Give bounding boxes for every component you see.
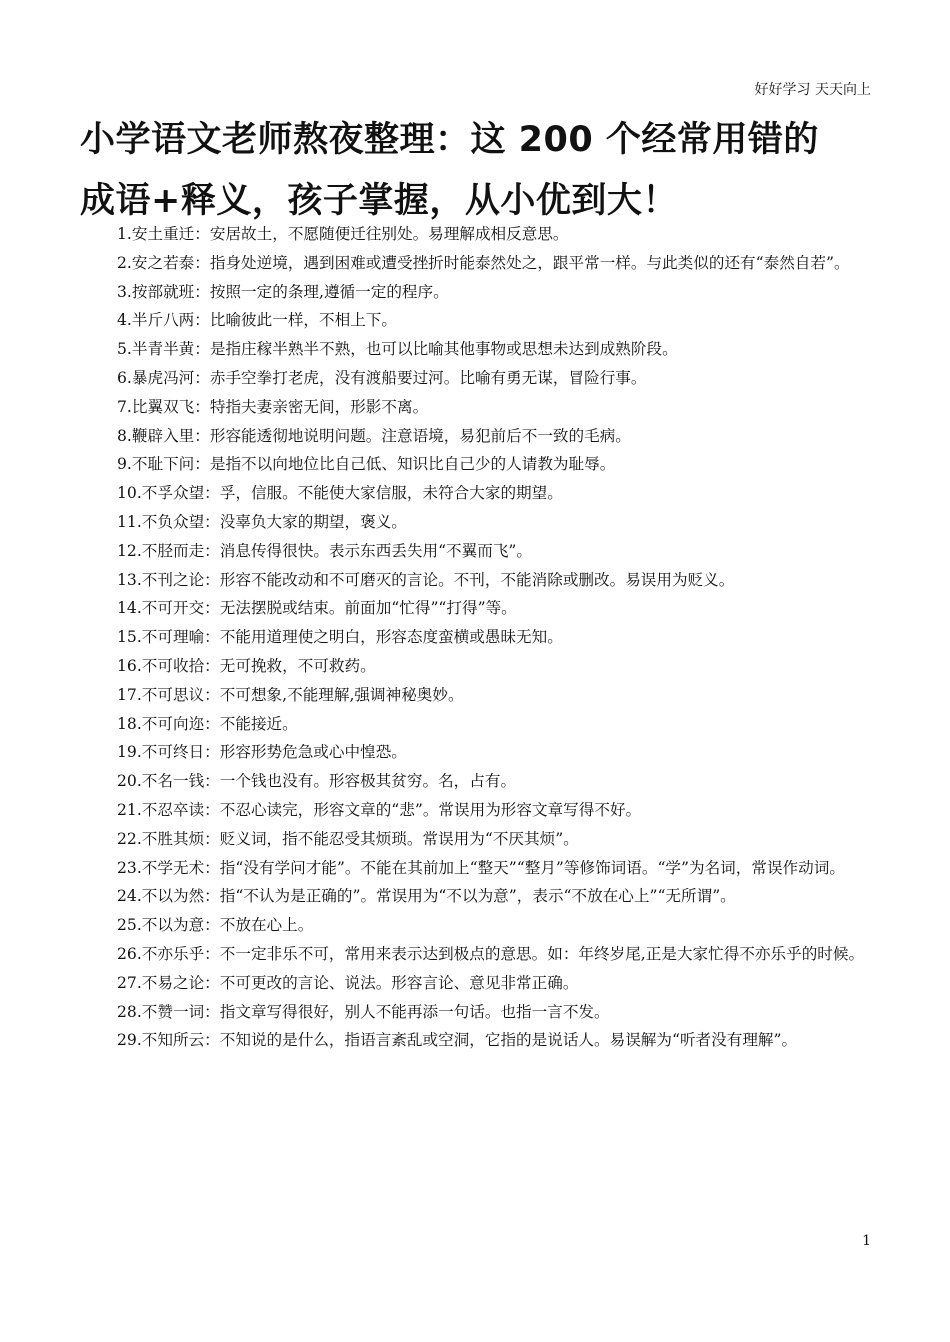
idiom-entry: 27.不易之论：不可更改的言论、说法。形容言论、意见非常正确。 [117, 973, 579, 992]
idiom-entry: 20.不名一钱：一个钱也没有。形容极其贫穷。名，占有。 [117, 772, 517, 791]
idiom-entry: 7.比翼双飞：特指夫妻亲密无间，形影不离。 [117, 397, 429, 416]
idiom-entry: 18.不可向迩：不能接近。 [117, 714, 298, 733]
idiom-entry: 5.半青半黄：是指庄稼半熟半不熟，也可以比喻其他事物或思想未达到成熟阶段。 [117, 340, 678, 359]
idiom-entry: 19.不可终日：形容形势危急或心中惶恐。 [117, 743, 407, 762]
idiom-entry: 3.按部就班：按照一定的条理,遵循一定的程序。 [117, 282, 449, 301]
title-line-2: 成语+释义，孩子掌握，从小优到大！ [80, 181, 678, 221]
idiom-entry: 23.不学无术：指“没有学问才能”。不能在其前加上“整天”“整月”等修饰词语。“学”为名词，常误作动词。 [117, 858, 845, 877]
idiom-entry: 10.不孚众望：孚，信服。不能使大家信服，未符合大家的期望。 [117, 484, 563, 503]
document-title [80, 110, 880, 232]
title-line-1: 小学语文老师熬夜整理：这 200 个经常用错的 [80, 120, 819, 160]
idiom-entry: 14.不可开交：无法摆脱或结束。前面加“忙得”“打得”等。 [117, 599, 517, 618]
idiom-entry: 11.不负众望：没辜负大家的期望，褒义。 [117, 512, 407, 531]
idiom-entry: 24.不以为然：指“不认为是正确的”。常误用为“不以为意”，表示“不放在心上”“无所谓”。 [117, 887, 736, 906]
idiom-entry: 12.不胫而走：消息传得很快。表示东西丢失用“不翼而飞”。 [117, 541, 532, 560]
idiom-entry: 15.不可理喻：不能用道理使之明白，形容态度蛮横或愚昧无知。 [117, 628, 563, 647]
idiom-entry: 8.鞭辟入里：形容能透彻地说明问题。注意语境，易犯前后不一致的毛病。 [117, 426, 631, 445]
idiom-entry: 16.不可收拾：无可挽救，不可救药。 [117, 656, 376, 675]
idiom-entry: 4.半斤八两：比喻彼此一样，不相上下。 [117, 311, 397, 330]
idiom-entry: 21.不忍卒读：不忍心读完，形容文章的“悲”。常误用为形容文章写得不好。 [117, 800, 642, 819]
idiom-entry: 25.不以为意：不放在心上。 [117, 916, 314, 935]
idiom-list [117, 220, 874, 1055]
idiom-entry: 22.不胜其烦：贬义词，指不能忍受其烦琐。常误用为“不厌其烦”。 [117, 829, 579, 848]
idiom-entry: 9.不耻下问：是指不以向地位比自己低、知识比自己少的人请教为耻辱。 [117, 455, 616, 474]
idiom-entry: 28.不赞一词：指文章写得很好，别人不能再添一句话。也指一言不发。 [117, 1002, 610, 1021]
idiom-entry: 26.不亦乐乎：不一定非乐不可，常用来表示达到极点的意思。如：年终岁尾,正是大家忙得不亦乐乎的时候。 [117, 944, 865, 963]
idiom-entry: 1.安土重迁：安居故土，不愿随便迁往别处。易理解成相反意思。 [117, 225, 569, 243]
idiom-entry: 13.不刊之论：形容不能改动和不可磨灭的言论。不刊，不能消除或删改。易误用为贬义。 [117, 570, 735, 589]
idiom-entry: 17.不可思议：不可想象,不能理解,强调神秘奥妙。 [117, 685, 464, 704]
idiom-entry: 6.暴虎冯河：赤手空拳打老虎，没有渡船要过河。比喻有勇无谋，冒险行事。 [117, 368, 647, 387]
idiom-entry: 2.安之若泰：指身处逆境，遇到困难或遭受挫折时能泰然处之，跟平常一样。与此类似的还有“泰然自若”。 [117, 253, 850, 272]
header-note: 好好学习 天天向上 [754, 82, 871, 98]
idiom-entry: 29.不知所云：不知说的是什么，指语言紊乱或空洞，它指的是说话人。易误解为“听者没有理解”。 [117, 1031, 798, 1050]
page-number: 1 [862, 1233, 871, 1249]
